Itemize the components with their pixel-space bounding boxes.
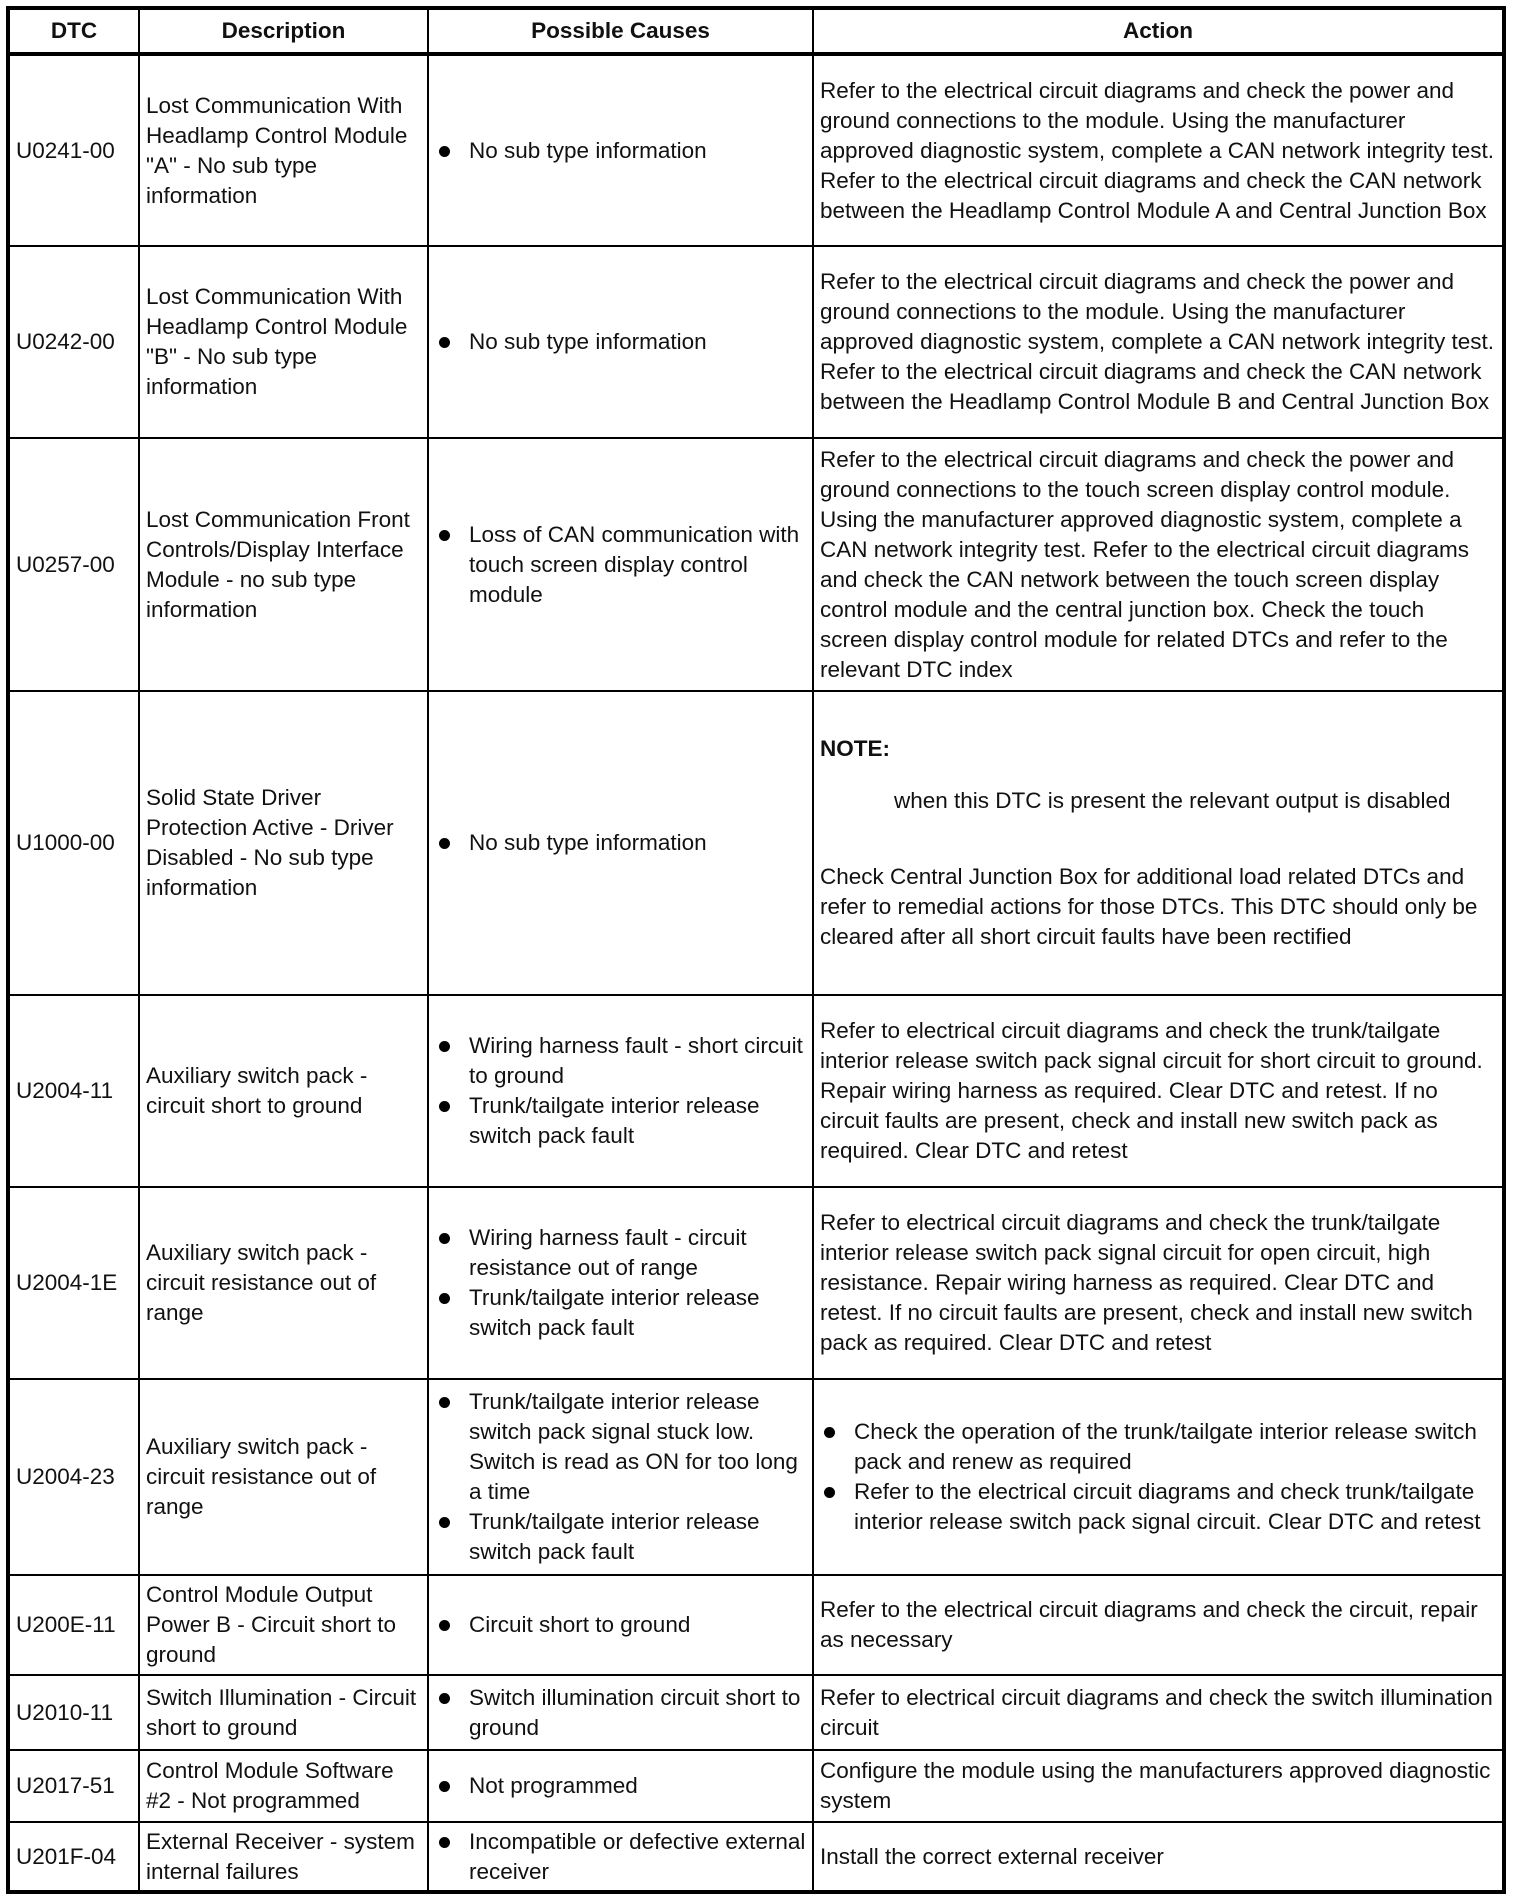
description: Lost Communication With Headlamp Control Module "B" - No sub type information: [139, 246, 428, 438]
possible-causes: [428, 54, 813, 246]
action: Refer to the electrical circuit diagrams and check the power and ground connections to the touch screen display control module. Using the manufacturer approved diagnostic system, complete a CAN network integrity test. Refer to the electrical circuit diagrams and check the CAN network between the touch screen display control module and the central junction box. Check the touch screen display control module for related DTCs and refer to the relevant DTC index: [813, 438, 1504, 691]
dtc-table: [6, 6, 1506, 1894]
action: Refer to the electrical circuit diagrams and check the power and ground connections to the module. Using the manufacturer approved diagnostic system, complete a CAN network integrity test. Refer to the electrical circuit diagrams and check the CAN network between the Headlamp Control Module A and Central Junction Box: [813, 54, 1504, 246]
header-action: Action: [813, 8, 1504, 54]
header-row: [8, 8, 1504, 54]
table-row: [8, 1675, 1504, 1750]
cause-item: Trunk/tailgate interior release switch pack fault: [469, 1091, 806, 1151]
table-row: [8, 995, 1504, 1187]
cause-item: Loss of CAN communication with touch screen display control module: [469, 520, 806, 610]
possible-causes: [428, 1822, 813, 1892]
table-row: [8, 1750, 1504, 1822]
description: Switch Illumination - Circuit short to ground: [139, 1675, 428, 1750]
note-text: when this DTC is present the relevant output is disabled: [894, 788, 1451, 813]
possible-causes: [428, 1675, 813, 1750]
action: Configure the module using the manufacturers approved diagnostic system: [813, 1750, 1504, 1822]
cause-item: Wiring harness fault - short circuit to ground: [469, 1031, 806, 1091]
dtc-code: U200E-11: [8, 1575, 139, 1675]
cause-item: No sub type information: [469, 828, 806, 858]
description: Lost Communication Front Controls/Display Interface Module - no sub type information: [139, 438, 428, 691]
action-item: Check the operation of the trunk/tailgate interior release switch pack and renew as required: [854, 1417, 1496, 1477]
possible-causes: [428, 1379, 813, 1575]
description: Control Module Output Power B - Circuit short to ground: [139, 1575, 428, 1675]
cause-item: Not programmed: [469, 1771, 806, 1801]
dtc-code: U2004-23: [8, 1379, 139, 1575]
cause-item: Circuit short to ground: [469, 1610, 806, 1640]
possible-causes: [428, 1750, 813, 1822]
action: Install the correct external receiver: [813, 1822, 1504, 1892]
action: Refer to the electrical circuit diagrams and check the power and ground connections to the module. Using the manufacturer approved diagnostic system, complete a CAN network integrity test. Refer to the electrical circuit diagrams and check the CAN network between the Headlamp Control Module B and Central Junction Box: [813, 246, 1504, 438]
dtc-code: U201F-04: [8, 1822, 139, 1892]
possible-causes: [428, 1187, 813, 1379]
dtc-code: U2017-51: [8, 1750, 139, 1822]
description: Auxiliary switch pack - circuit resistance out of range: [139, 1187, 428, 1379]
cause-item: Switch illumination circuit short to ground: [469, 1683, 806, 1743]
action-text: Check Central Junction Box for additional load related DTCs and refer to remedial actions for those DTCs. This DTC should only be cleared after all short circuit faults have been rectified: [820, 864, 1478, 949]
cause-item: Wiring harness fault - circuit resistance out of range: [469, 1223, 806, 1283]
table-row: [8, 1822, 1504, 1892]
action: [813, 691, 1504, 995]
possible-causes: [428, 438, 813, 691]
cause-item: Trunk/tailgate interior release switch pack fault: [469, 1283, 806, 1343]
cause-item: Trunk/tailgate interior release switch pack fault: [469, 1507, 806, 1567]
table-row: [8, 1379, 1504, 1575]
description: Lost Communication With Headlamp Control Module "A" - No sub type information: [139, 54, 428, 246]
note-label: NOTE:: [820, 736, 890, 761]
possible-causes: [428, 1575, 813, 1675]
cause-item: Trunk/tailgate interior release switch pack signal stuck low. Switch is read as ON for too long a time: [469, 1387, 806, 1507]
cause-item: No sub type information: [469, 327, 806, 357]
cause-item: No sub type information: [469, 136, 806, 166]
dtc-code: U0241-00: [8, 54, 139, 246]
action: Refer to electrical circuit diagrams and check the switch illumination circuit: [813, 1675, 1504, 1750]
header-description: Description: [139, 8, 428, 54]
description: Auxiliary switch pack - circuit short to ground: [139, 995, 428, 1187]
dtc-code: U1000-00: [8, 691, 139, 995]
possible-causes: [428, 995, 813, 1187]
cause-item: Incompatible or defective external receiver: [469, 1827, 806, 1887]
dtc-code: U2004-1E: [8, 1187, 139, 1379]
header-causes: Possible Causes: [428, 8, 813, 54]
dtc-code: U0257-00: [8, 438, 139, 691]
table-row: [8, 246, 1504, 438]
description: External Receiver - system internal failures: [139, 1822, 428, 1892]
description: Solid State Driver Protection Active - Driver Disabled - No sub type information: [139, 691, 428, 995]
dtc-code: U2010-11: [8, 1675, 139, 1750]
possible-causes: [428, 246, 813, 438]
action: [813, 1379, 1504, 1575]
action: Refer to electrical circuit diagrams and check the trunk/tailgate interior release switch pack signal circuit for open circuit, high resistance. Repair wiring harness as required. Clear DTC and retest. If no circuit faults are present, check and install new switch pack as required. Clear DTC and retest: [813, 1187, 1504, 1379]
table-row: [8, 1187, 1504, 1379]
description: Control Module Software #2 - Not programmed: [139, 1750, 428, 1822]
possible-causes: [428, 691, 813, 995]
table-row: [8, 691, 1504, 995]
header-dtc: DTC: [8, 8, 139, 54]
dtc-code: U2004-11: [8, 995, 139, 1187]
table-row: [8, 438, 1504, 691]
table-row: [8, 1575, 1504, 1675]
action: Refer to the electrical circuit diagrams and check the circuit, repair as necessary: [813, 1575, 1504, 1675]
action-item: Refer to the electrical circuit diagrams and check trunk/tailgate interior release switch pack signal circuit. Clear DTC and retest: [854, 1477, 1496, 1537]
dtc-code: U0242-00: [8, 246, 139, 438]
table-row: [8, 54, 1504, 246]
description: Auxiliary switch pack - circuit resistance out of range: [139, 1379, 428, 1575]
action: Refer to electrical circuit diagrams and check the trunk/tailgate interior release switch pack signal circuit for short circuit to ground. Repair wiring harness as required. Clear DTC and retest. If no circuit faults are present, check and install new switch pack as required. Clear DTC and retest: [813, 995, 1504, 1187]
